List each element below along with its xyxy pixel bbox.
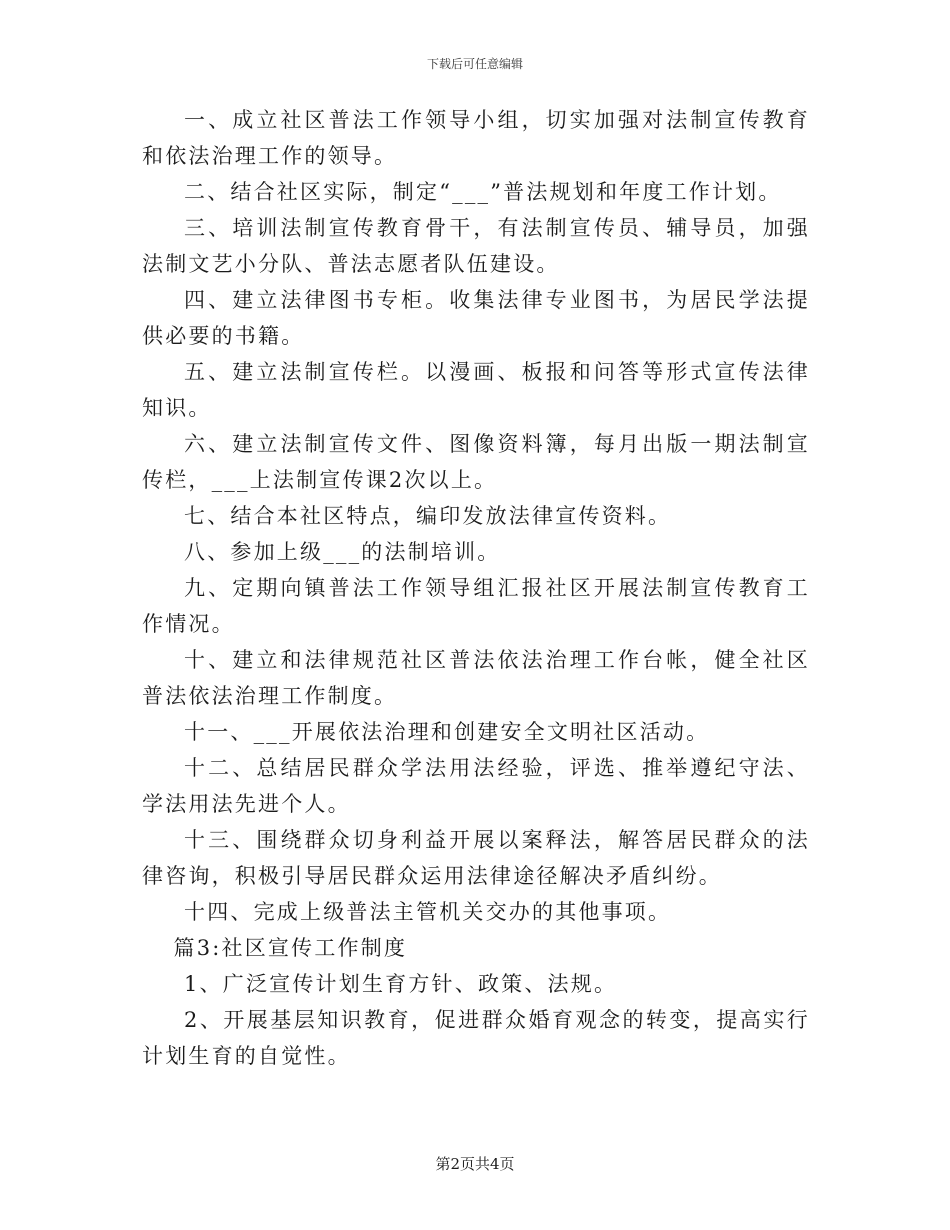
- page-number: 第2页共4页: [435, 1155, 515, 1173]
- paragraph-8: 八、参加上级___的法制培训。: [184, 540, 501, 564]
- paragraph-1: 一、成立社区普法工作领导小组，切实加强对法制宣传教育和依法治理工作的领导。: [142, 108, 810, 168]
- paragraph-2: 二、结合社区实际，制定“___”普法规划和年度工作计划。: [184, 180, 782, 204]
- paragraph-15: 1、广泛宣传计划生育方针、政策、法规。: [184, 972, 618, 996]
- paragraph-10: 十、建立和法律规范社区普法依法治理工作台帐，健全社区普法依法治理工作制度。: [142, 648, 810, 708]
- paragraph-14: 十四、完成上级普法主管机关交办的其他事项。: [184, 900, 672, 924]
- section-heading: 篇3:社区宣传工作制度: [173, 936, 408, 960]
- paragraph-4: 四、建立法律图书专柜。收集法律专业图书，为居民学法提供必要的书籍。: [142, 288, 810, 348]
- paragraph-12: 十二、总结居民群众学法用法经验，评选、推举遵纪守法、学法用法先进个人。: [142, 756, 810, 816]
- document-body: [142, 102, 810, 1074]
- page-header-note: 下载后可任意编辑: [426, 57, 523, 71]
- paragraph-3: 三、培训法制宣传教育骨干，有法制宣传员、辅导员，加强法制文艺小分队、普法志愿者队伍建设。: [142, 216, 810, 276]
- paragraph-6: 六、建立法制宣传文件、图像资料簿，每月出版一期法制宣传栏，___上法制宣传课2次以上。: [142, 432, 810, 492]
- paragraph-5: 五、建立法制宣传栏。以漫画、板报和问答等形式宣传法律知识。: [142, 360, 810, 420]
- paragraph-13: 十三、围绕群众切身利益开展以案释法，解答居民群众的法律咨询，积极引导居民群众运用法律途径解决矛盾纠纷。: [142, 828, 810, 888]
- paragraph-11: 十一、___开展依法治理和创建安全文明社区活动。: [184, 720, 710, 744]
- paragraph-16: 2、开展基层知识教育，促进群众婚育观念的转变，提高实行计划生育的自觉性。: [142, 1008, 810, 1068]
- paragraph-9: 九、定期向镇普法工作领导组汇报社区开展法制宣传教育工作情况。: [142, 576, 810, 636]
- paragraph-7: 七、结合本社区特点，编印发放法律宣传资料。: [184, 504, 672, 528]
